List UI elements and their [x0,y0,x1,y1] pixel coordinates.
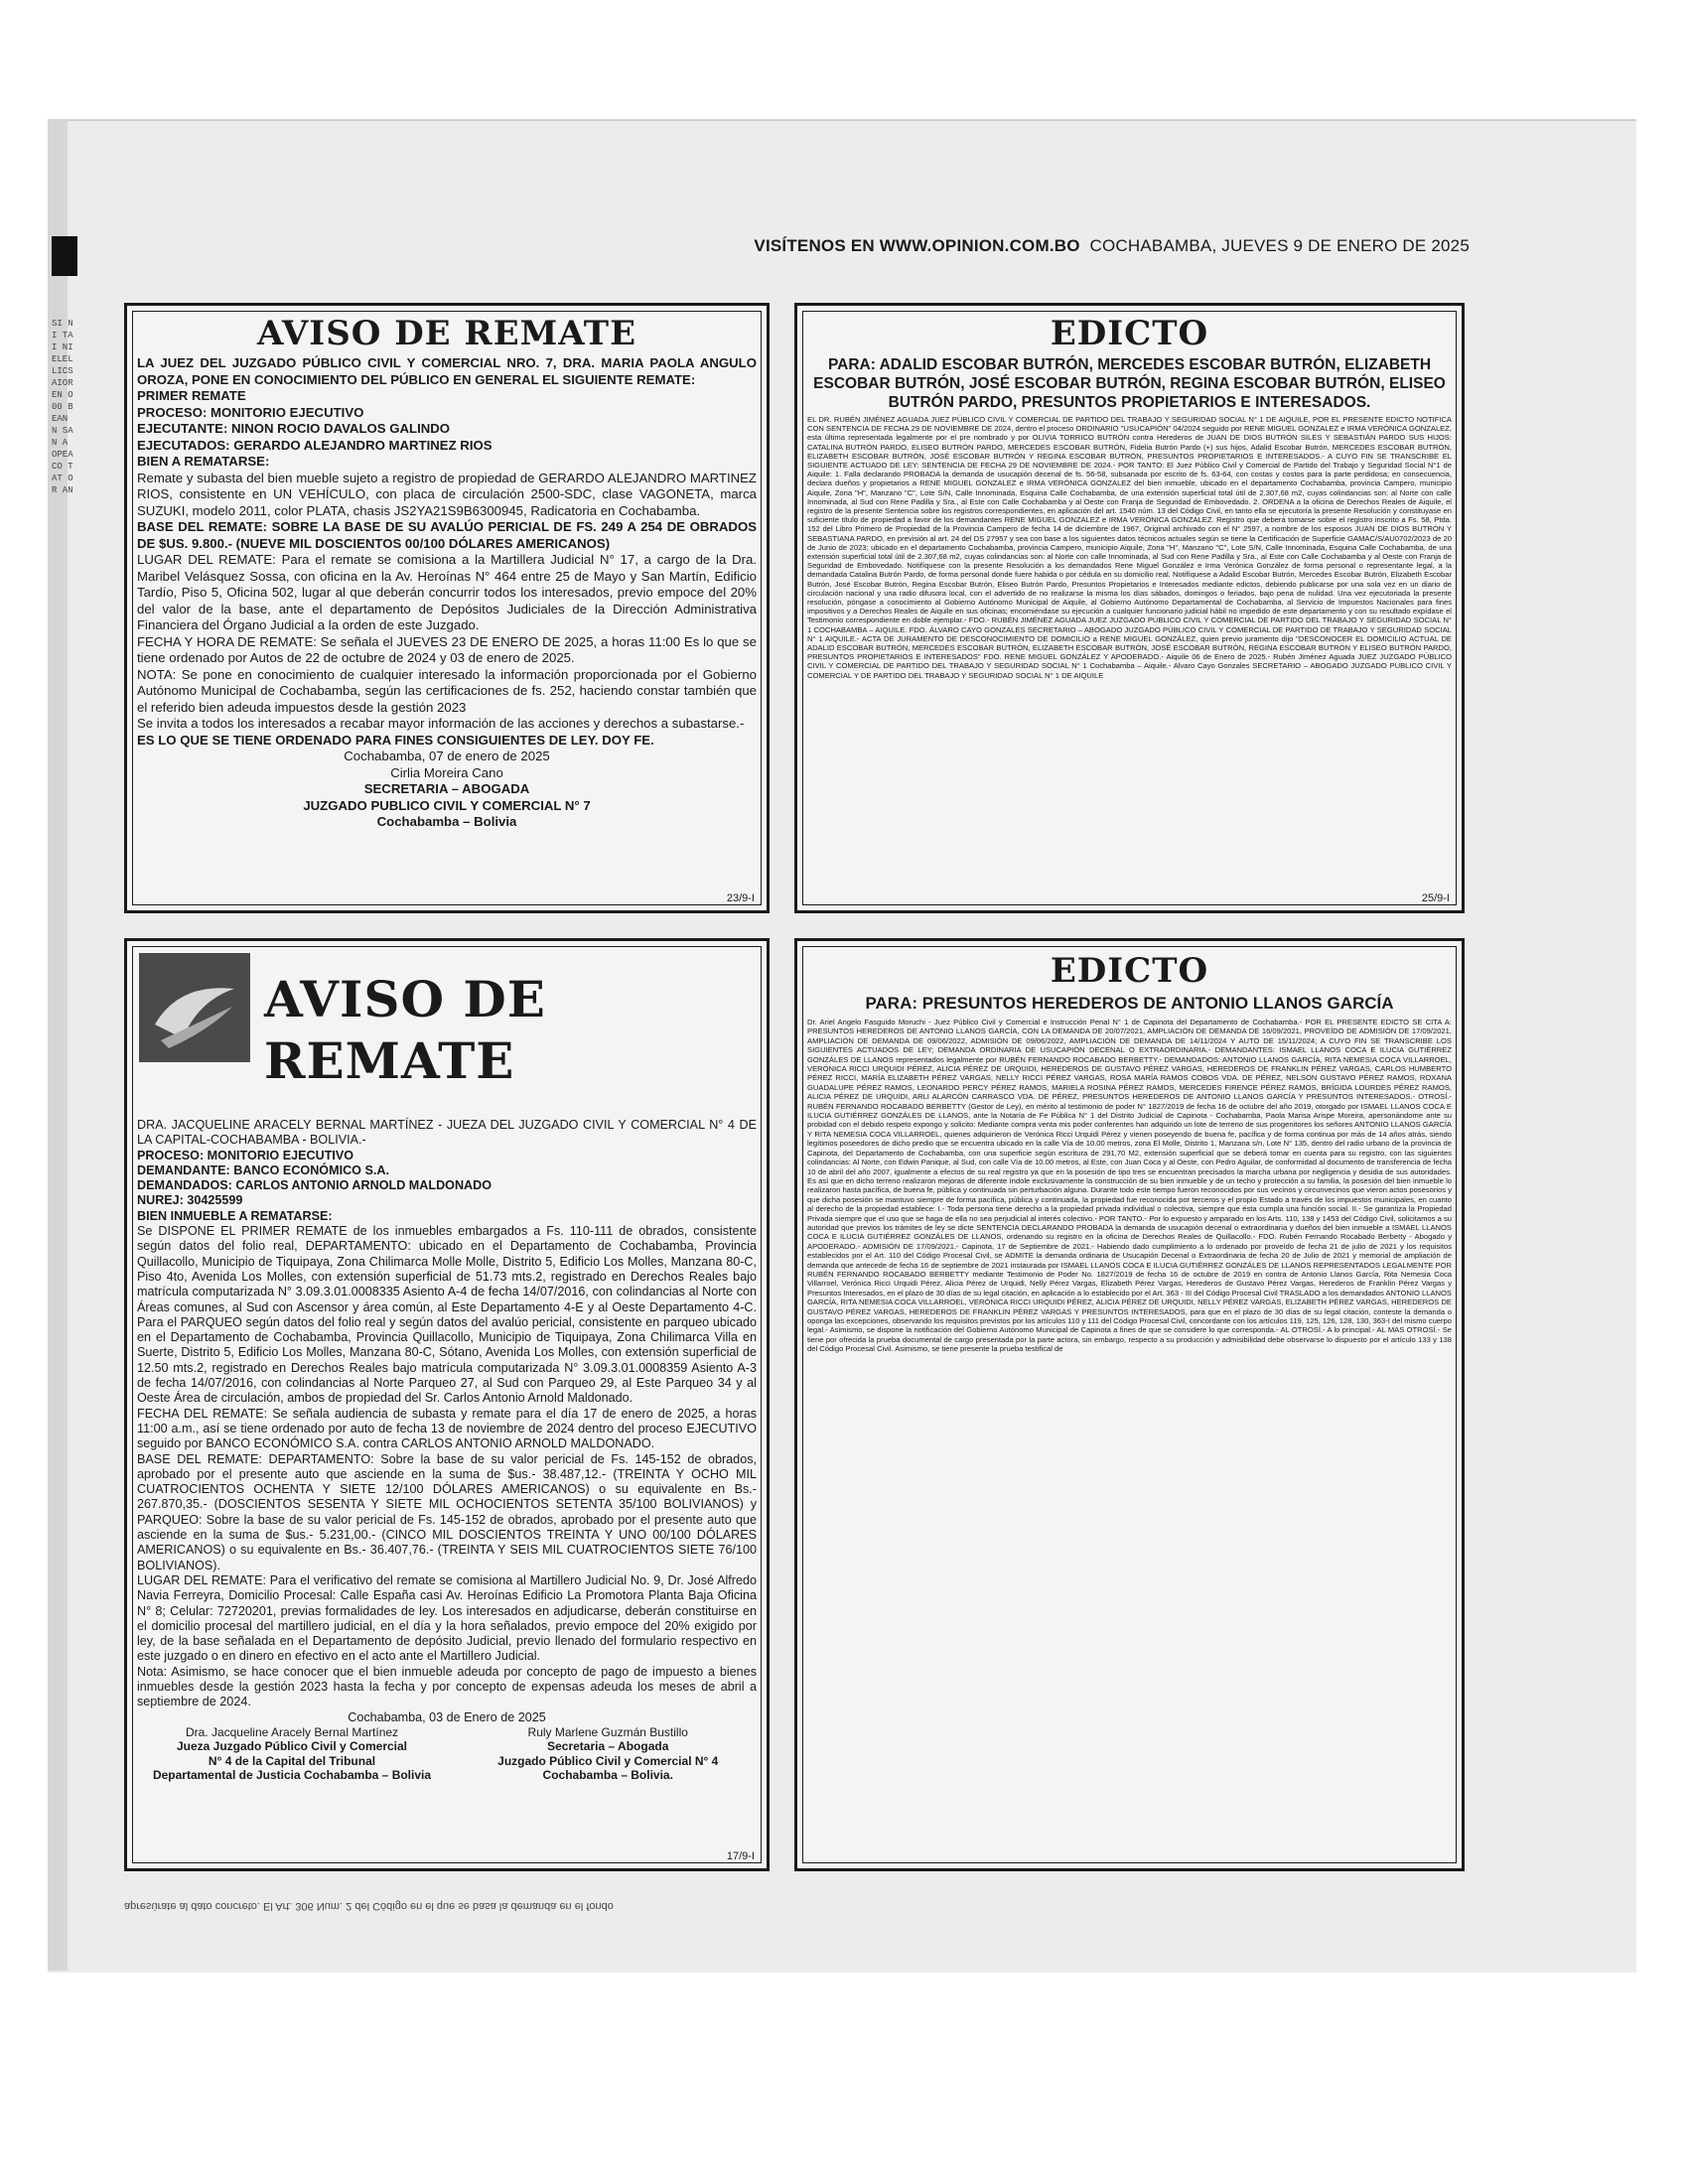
demandante: DEMANDANTE: BANCO ECONÓMICO S.A. [137,1162,389,1177]
notice-aviso-remate-2 [124,938,770,1871]
fecha-remate: FECHA Y HORA DE REMATE: Se señala el JUEVES 23 DE ENERO DE 2025, a horas 11:00 Es lo que se tiene ordenado por Autos de 22 de octubre de 2024 y 03 de enero de 2025. [137,633,757,665]
bien-heading: BIEN INMUEBLE A REMATARSE: [137,1208,333,1223]
notice-aviso-remate-1 [124,303,770,913]
notice-text [137,355,757,831]
bien-description: Remate y subasta del bien mueble sujeto a registro de propiedad de GERARDO ALEJANDRO MARTINEZ RIOS, consistente en UN VEHÍCULO, con placa de circulación 2500-SDC, clase VAGONETA, marca SUZUKI, modelo 2011, color PLATA, chasis JS2YA21S9B6300945, Radicatoria en Cochabamba. [137,470,757,518]
notice-title: EDICTO [1050,314,1209,353]
notice-code: 25/9-I [1421,892,1450,904]
base-remate: BASE DEL REMATE: SOBRE LA BASE DE SU AVALÚO PERICIAL DE FS. 249 A 254 DE OBRADOS DE $US. 9.800.- (NUEVE MIL DOSCIENTOS 00/100 DÓLARES AMERICANOS) [137,519,757,551]
lugar-remate: LUGAR DEL REMATE: Para el remate se comisiona a la Martillera Judicial N° 17, a cargo de la Dra. Maribel Velásquez Sossa, con oficina en la Av. Heroínas N° 464 entre 25 de Mayo y San Martín, Edificio Tardío, Piso 5, Oficina 502, lugar al que deberán concurrir todos los interesados, previo empoce del 20% del valor de la base, ante el departamento de Depósitos Judiciales de la Dirección Administrativa Financiera del Órgano Judicial a la orden de este Juzgado. [137,552,757,632]
page-corner-mark [52,236,77,276]
invitation: Se invita a todos los interesados a recabar mayor información de las acciones y derechos a subastarse.- [137,716,745,731]
notice-title: EDICTO [1050,951,1209,991]
judge-name: Dra. Jacqueline Aracely Bernal Martínez [185,1724,399,1739]
signature-secretary [459,1725,757,1783]
mirrored-text-strip: apresúrate al dato concreto. El Art. 306 Num. 2 del Código en el que se basa la demanda en el fondo [124,1900,614,1912]
signature-date: Cochabamba, 07 de enero de 2025 [344,749,550,763]
judge-district: Departamental de Justicia Cochabamba – Bolivia [152,1768,432,1783]
demandados: DEMANDADOS: CARLOS ANTONIO ARNOLD MALDONADO [137,1178,492,1193]
edicto-body: Dr. Ariel Angelo Fasguido Moruchi - Juez Público Civil y Comercial e Instrucción Penal N° 1 de Capinota del Departamento de Cochabamba.- POR EL PRESENTE EDICTO SE CITA A: PRESUNTOS HEREDEROS DE ANTONIO LLANOS GARCÍA, CON LA DEMANDA DE 20/07/2021, AMPLIACIÓN DE DEMANDA DE 16/09/2021, PROVEÍDO DE ADMISIÓN DE 17/09/2021, AMPLIACIÓN DE DEMANDA DE 09/06/2022, ADMISIÓN DE 09/06/2022, AMPLIACIÓN DE DEMANDA DE 14/11/2024 Y AUTO DE 15/11/2024; A CUYO FIN SE TRANSCRIBE LOS SIGUIENTES ACTUADOS DE LEY; DEMANDA ORDINARIA DE USUCAPIÓN DECENAL O EXTRAORDINARIA.- DEMANDANTES: ISMAEL LLANOS COCA E ILUCIA GUTIÉRREZ GONZÁLES DE LLANOS representados legalmente por RUBÉN FERNANDO ROCABADO BERBETTY.- DEMANDADOS: ANTONIO LLANOS GARCÍA, RITA NEMESIA COCA VILLARROEL, VERÓNICA RICCI URQUIDI PÉREZ, ALICIA PÉREZ DE URQUIDI, HEREDEROS DE GUSTAVO PÉREZ VARGAS, HEREDEROS DE FRANKLIN PÉREZ VARGAS, CARLOS HUMBERTO PÉREZ RICCI, MARÍA ELIZABETH PÉREZ VARGAS, NELLY RICCI PÉREZ VARGAS, ROSA MARÍA RAMOS COBOS VDA. DE PÉREZ, NELSON GUSTAVO PÉREZ RAMOS, ROXANA GUADALUPE PÉREZ RAMOS, LEONARDO PERCY PÉREZ RAMOS, MARIELA ROSINA PÉREZ RAMOS, MERCEDES FIRENCE PÉREZ RAMOS, BRÍGIDA LOURDES PÉREZ RAMOS, ALICIA PÉREZ DE URQUIDI, ARLI ALARCÓN CARRASCO VDA. DE PÉREZ, PRESUNTOS HEREDEROS DE ANTONIO LLANOS GARCÍA Y PRESUNTOS INTERESADOS.- OTROSÍ.- RUBÉN FERNANDO ROCABADO BERBETTY (Gestor de Ley), en mérito al testimonio de poder N° 1827/2019 de fecha 16 de octubre del año 2019, otorgado por ISMAEL LLANOS COCA E ILUCIA GUTIÉRREZ GONZÁLES DE LLANOS, ante la Notaría de Fe Pública N° 1 del Distrito Judicial de Capinota - Cochabamba, Paola Marisa Arispe Moreira, apersonándome ante su probidad con el debido respeto expongo y solicito: Mediante compra venta mis poder conferentes han adquirido un lote de terreno de sus progenitores los señores ANTONIO LLANOS GARCÍA Y RITA NEMESIA COCA VILLARROEL, quienes adquirieron de Verónica Ricci Urquidi Pérez y vienen poseyendo de buena fe, pacífica y de forma continua por más de 14 años atrás, siendo legítimos poseedores de dicho predio que se encuentra ubicado en la calle Vía de 10.00 metros, zona El Molle, Distrito 1, Manzana s/n, Lote N° 135, dentro del radio urbano de la provincia de Capinota, del Departamento de Cochabamba, con una superficie según escritura de 291,70 M2, extensión superficial que se deberá tomar en cuenta para su registro, con las siguientes colindancias: Al Norte, con Edwin Panique, al Sud, con calle Vía de 10.00 metros, al Este, con Juan Coca y al Oeste, con Pedro Aguilar, de conformidad al documento de transferencia de fecha 10 de abril del año 2007, igualmente a efectos de su real registro ya que en la posesión de tipo tres se encuentran precisados la marcha urbana por negligencia y desidia de sus autoridades. Es así que en dicho terreno realizaron mejoras de diferente índole exclusivamente la construcción de su bien inmueble y de un techo y protección a su familia, la posesión del bien inmueble lo realizaron hasta pacífica, de buena fe, pública y continuada sin perturbación alguna. Durante todo este tiempo fueron reconocidos por sus vecinos y circunvecinos que vieron actos posesorios y que dicha posesión se mantuvo siempre de forma pacífica, pública y continuada, la propiedad fue reconocida por terceros y el propio Estado a través de los impuestos municipales, en cuanto al derecho de la propiedad establece: I.- Toda persona tiene derecho a la propiedad privada individual o colectiva, siempre que ésta cumpla una función social. II.- Se garantiza la Propiedad Privada siempre que el uso que se haga de ella no sea perjudicial al interés colectivo.- POR TANTO.- Por lo expuesto y amparado en los Arts. 110, 138 y 1453 del Código Civil, solicitamos a su autoridad que previos los trámites de ley se dicte SENTENCIA DECLARANDO PROBADA la demanda de usucapión decenal o extraordinaria y dueños del bien inmueble a ISMAEL LLANOS COCA E ILUCIA GUTIÉRREZ GONZÁLES DE LLANOS, ordenando su registro en la oficina de Derechos Reales de Quillacollo.- FDO. Rubén Fernando Rocabado Berbetty - Abogado y APODERADO.- ADMISIÓN DE 17/09/2021.- Capinota, 17 de Septiembre de 2021.- Habiendo dado cumplimiento a lo ordenado por proveído de fecha 21 de julio de 2021 y los requisitos establecidos por el Art. 110 del Código Procesal Civil, se ADMITE la demanda ordinaria de Usucapión Decenal o Extraordinaria de fecha 20 de Julio de 2021 y memorial de ampliación de demanda que antecede de fecha 16 de septiembre de 2021 instaurada por ISMAEL LLANOS COCA E ILUCIA GUTIÉRREZ GONZÁLES DE LLANOS REPRESENTADOS LEGALMENTE POR RUBÉN FERNANDO ROCABADO BERBETTY mediante Testimonio de Poder No. 1827/2019 de fecha 16 de octubre de 2019 en contra de Antonio Llanos García, Rita Nemesia Coca Villarroel, Verónica Ricci Urquidi Pérez, Alicia Pérez de Urquidi, Nelly Pérez Vargas, Elizabeth Pérez Vargas, Herederos de Gustavo Pérez Vargas, Herederos de Franklin Pérez Vargas y Presuntos Interesados, en el plazo de 30 días de su legal citación, en aplicación a lo establecido por el Art. 363 - III del Código Procesal Civil TRASLADO a los demandados ANTONIO LLANOS GARCÍA, RITA NEMESIA COCA VILLARROEL, VERÓNICA RICCI URQUIDI PÉREZ, ALICIA PÉREZ DE URQUIDI, NELLY PÉREZ VARGAS, ELIZABETH PÉREZ VARGAS, HEREDEROS DE GUSTAVO PÉREZ VARGAS, HEREDEROS DE FRANKLIN PÉREZ VARGAS Y PRESUNTOS INTERESADOS, para que en el plazo de 30 días de su legal citación, conteste la demanda o oponga las excepciones, observando los requisitos previstos por los artículos 110 y 111 del Código Procesal Civil, concordante con los artículos 119, 125, 126, 128, 130, 363-I del mismo cuerpo legal.- Asimismo, se dispone la notificación del Gobierno Autónomo Municipal de Capinota a fines de que se considere lo que corresponda.- AL OTROSÍ.- A lo principal.- AL MAS OTROSÍ.- Se tiene por ofrecida la prueba documental de cargo presentada por la parte actora, sin embargo, respecto a su producción y admisibilidad debe observarse lo dispuesto por el artículo 133 y 138 del Código Procesal Civil. Asimismo, se tiene presente la prueba testifical de [807,1018,1452,1354]
bien-description: Se DISPONE EL PRIMER REMATE de los inmuebles embargados a Fs. 110-111 de obrados, consistente según datos del folio real, DEPARTAMENTO: ubicado en el Departamento de Cochabamba, Provincia Quillacollo, Municipio de Tiquipaya, Zona Chilimarca Molle Molle, Distrito 5, Edificio Los Molles, Manzana 80-C, Piso 4to, Avenida Los Molles, con extensión superficial de 51.73 mts.2, registrado en Derechos Reales bajo matrícula computarizada N° 3.09.3.01.0008335 Asiento A-4 de fecha 14/07/2016, con colindancias al Norte con Áreas comunes, al Sud con Ascensor y área común, al Este Departamento 4-E y al Oeste Departamento 4-C. Para el PARQUEO según datos del folio real y según datos del avalúo pericial, consistente en parqueo ubicado en el Departamento de Cochabamba, Provincia Quillacollo, Municipio de Tiquipaya, Zona Chilimarca Villa en Suerte, Distrito 5, Edificio Los Molles, Manzana 80-C, Sótano, Avenida Los Molles, con extensión superficial de 12.50 mts.2, registrado en Derechos Reales bajo matrícula computarizada N° 3.09.3.01.0008359 Asiento A-3 de fecha 14/07/2016, con colindancias al Norte Parqueo 27, al Sud con Parqueo 29, al Este Parqueo 34 y al Oeste Área de circulación, ambos de propiedad del Sr. Carlos Antonio Arnold Maldonado. [137,1224,757,1406]
ejecutante: EJECUTANTE: NINON ROCIO DAVALOS GALINDO [137,421,451,436]
header-site: VISÍTENOS EN WWW.OPINION.COM.BO [754,236,1080,255]
fecha-remate: FECHA DEL REMATE: Se señala audiencia de subasta y remate para el día 17 de enero de 2025, a horas 11:00 a.m., así se tiene ordenado por auto de fecha 13 de noviembre de 2024 dentro del proceso EJECUTIVO seguido por BANCO ECONÓMICO S.A. contra CARLOS ANTONIO ARNOLD MALDONADO. [137,1406,757,1451]
closing: ES LO QUE SE TIENE ORDENADO PARA FINES CONSIGUIENTES DE LEY. DOY FE. [137,732,654,748]
notice-intro: DRA. JACQUELINE ARACELY BERNAL MARTÍNEZ - JUEZA DEL JUZGADO CIVIL Y COMERCIAL N° 4 DE LA CAPITAL-COCHABAMBA - BOLIVIA.- [137,1118,757,1148]
notice-title: AVISO DE REMATE [257,314,636,353]
edicto-recipients: PARA: PRESUNTOS HEREDEROS DE ANTONIO LLANOS GARCÍA [865,994,1394,1013]
header-date: COCHABAMBA, JUEVES 9 DE ENERO DE 2025 [1089,236,1470,255]
bank-logo-icon [139,953,250,1062]
nurej: NUREJ: 30425599 [137,1193,243,1208]
secretary-city: Cochabamba – Bolivia. [542,1768,673,1783]
signature-judge [137,1725,447,1783]
notice-intro: LA JUEZ DEL JUZGADO PÚBLICO CIVIL Y COMERCIAL NRO. 7, DRA. MARIA PAOLA ANGULO OROZA, PONE EN CONOCIMIENTO DEL PÚBLICO EN GENERAL EL SIGUIENTE REMATE: [137,355,757,387]
edicto-recipients: PARA: ADALID ESCOBAR BUTRÓN, MERCEDES ESCOBAR BUTRÓN, ELIZABETH ESCOBAR BUTRÓN, JOSÉ ESCOBAR BUTRÓN, REGINA ESCOBAR BUTRÓN, ELISEO BUTRÓN PARDO, PRESUNTOS PROPIETARIOS E INTERESADOS. [813,356,1446,411]
bien-heading: BIEN A REMATARSE: [137,454,270,469]
secretary-role: Secretaria – Abogada [547,1739,669,1754]
notice-code: 23/9-I [726,892,755,904]
remate-type: PRIMER REMATE [137,388,246,403]
lugar-remate: LUGAR DEL REMATE: Para el verificativo del remate se comisiona al Martillero Judicial No. 9, Dr. José Alfredo Navia Ferreyra, Domicilio Procesal: Calle España casi Av. Heroínas Edificio La Promotora Planta Baja Oficina N° 8; Celular: 72720201, previas formalidades de ley. Los interesados en adjudicarse, deberán constituirse en el domicilio procesal del martillero judicial, en el día y la hora señalados, previo empoce del 20% exigido por ley, de la base señalada en el Departamento de depósito Judicial, previo llenado del formulario respectivo en este juzgado o en dinero en efectivo en el acto ante el Martillero Judicial. [137,1572,757,1664]
logo-graphic [139,953,250,1062]
signature-city: Cochabamba – Bolivia [376,814,517,829]
signature-date: Cochabamba, 03 de Enero de 2025 [348,1709,546,1724]
notice-title: AVISO DE REMATE [264,970,546,1090]
signature-name: Cirlia Moreira Cano [390,764,503,780]
base-remate: BASE DEL REMATE: DEPARTAMENTO: Sobre la base de su valor pericial de Fs. 145-152 de obrados, aprobado por el presente auto que asciende en la suma de $us.- 38.487,12.- (TREINTA Y OCHO MIL CUATROCIENTOS OCHENTA Y SIETE 12/100 DÓLARES AMERICANOS) o su equivalente en Bs.- 267.870,35.- (DOSCIENTOS SESENTA Y SIETE MIL OCHOCIENTOS SETENTA 35/100 BOLIVIANOS) y PARQUEO: Sobre la base de su valor pericial de Fs. 145-152 de obrados, aprobado por el presente auto que asciende en la suma de $us.- 5.231,00.- (CINCO MIL DOSCIENTOS TREINTA Y UNO 00/100 DÓLARES AMERICANOS) o su equivalente en Bs.- 36.407,76.- (TREINTA Y SEIS MIL CUATROCIENTOS SIETE 76/100 BOLIVIANOS). [137,1451,757,1572]
notice-code: 17/9-I [726,1850,755,1862]
signature-block [137,1725,757,1783]
page-header [695,236,1470,262]
signature-court: JUZGADO PUBLICO CIVIL Y COMERCIAL N° 7 [303,797,591,813]
proceso: PROCESO: MONITORIO EJECUTIVO [137,404,364,420]
judge-court: N° 4 de la Capital del Tribunal [208,1753,376,1768]
notice-edicto-2 [794,938,1465,1871]
notice-edicto-1 [794,303,1465,913]
secretary-court: Juzgado Público Civil y Comercial N° 4 [497,1753,719,1768]
edicto-body: EL DR. RUBÉN JIMÉNEZ AGUADA JUEZ PÚBLICO CIVIL Y COMERCIAL DE PARTIDO DEL TRABAJO Y SEGURIDAD SOCIAL N° 1 DE AIQUILE, POR EL PRESENTE EDICTO NOTIFICA CON SENTENCIA DE FECHA 29 DE NOVIEMBRE DE 2024, dentro el proceso ORDINARIO "USUCAPIÓN" 04/2024 seguido por RENE MIGUEL GONZALEZ e IRMA VERÓNICA GONZALEZ, esta última representada legalmente por el pre nombrado y por OLIVIA TORRICO BUTRÓN contra Herederos de JUAN DE DIOS BUTRÓN SILES Y SEBASTIÁN PARDO SUS HIJOS: CATALINA BUTRÓN PARDO, ELISEO BUTRÓN PARDO, MERCEDES ESCOBAR BUTRÓN, Fidelia Butrón Pardo (+) sus hijos, Adalid Escobar Butrón, MERCEDES ESCOBAR BUTRÓN, ELIZABETH ESCOBAR BUTRÓN, JOSÉ ESCOBAR BUTRÓN Y REGINA ESCOBAR BUTRÓN, PRESUNTOS PROPIETARIOS E INTERESADOS.- A CUYO FIN SE TRANSCRIBE EL SIGUIENTE ACTUADO DE LEY: SENTENCIA DE FECHA 29 DE NOVIEMBRE DE 2024.- POR TANTO: El Juez Público Civil y Comercial de Partido del Trabajo y Seguridad Social N°1 de Aiquile: 1. Falla declarando PROBADA la demanda de usucapión decenal de fs. 56-58, subsanada por escrito de fs. 63-64, con costas y costos para la parte perdidosa; en consecuencia, declara dueños y propietarios a RENE MIGUEL GONZALEZ e IRMA VERÓNICA GONZALEZ del bien inmueble, ubicado en el departamento Cochabamba, provincia Campero, municipio Aiquile, Zona "H", Manzano "C", Lote S/N, Calle Innominada, Esquina Calle Cochabamba, de una extensión superficial total útil de 2.307,68 m2, cuyas colindancias son: al Norte con calle Innominada, al Sud con Rene Padilla y Sra., al Este con Calle Cochabamba y al Oeste con Franja de Seguridad de Embovedado. 2. ORDENA a la oficina de Derechos Reales de Aiquile, el registro de la presente Sentencia sobre los registros correspondientes, en aplicación del art. 1540 núm. 13 del Código Civil, en tanto ella se ejecutoría la presente Resolución y constituyase en suficiente título de propiedad a favor de los demandantes RENE MIGUEL GONZALEZ e IRMA VERÓNICA GONZALEZ. Registro que deberá tomarse sobre el registro inscrito a Fs. 58, Ptda. 152 del Libro Primero de Propiedad de la Provincia Campero de fecha 14 de diciembre de 1967, Original archivado con el N° 2597, a nombre de los esposos JUAN DE DIOS BUTRÓN Y SEBASTIANA PARDO, en previsión al art. 24 del DS 27957 y sea con base a los siguientes datos técnicos actuales según se tiene la Certificación de Superficie GAMAC/S/AU0702/2023 de 20 de Junio de 2023; ubicado en el departamento Cochabamba, provincia Campero, municipio Aiquile, Zona "H", Manzano "C", Lote S/N, Calle Innominada, Esquina Calle Cochabamba, de una extensión superficial total útil de 2.307,68 m2, cuyas colindancias son: al Norte con calle Innominada, al Sud con Rene Padilla y Sra., al Este con Calle Cochabamba y al Oeste con Franja de Seguridad de Embovedado. Notifíquese con la presente Resolución a los demandados Rene Miguel González e Irma Verónica González de forma personal o representante legal, a la demandada Catalina Butrón Pardo, de forma personal donde fuere habida o por cédula en su domicilio real. Notifíquese a Adalid Escobar Butrón, Mercedes Escobar Butrón, Elizabeth Escobar Butrón, José Escobar Butrón, Regina Escobar Butrón, Eliseo Butrón Pardo, Presuntos Propietarios e Interesados mediante edictos, debiendo publicarse por una sola vez en un diario de circulación nacional y una radio difusora local, con el advertido de no realizarse la misma los días sábados, domingos o feriados, bajo pena de nulidad. Una vez ejecutoriada la presente resolución, póngase a conocimiento al Gobierno Autónomo Municipal de Aiquile, al Gobierno Autónomo Departamental de Cochabamba, al Servicio de Impuestos Nacionales para fines impositivos y a Derechos Reales de Aiquile en sus oficinas; encomiéndase su ejecución a cualquier funcionario judicial hábil no impedido de este departamento y con su resultado expídase el Testimonio correspondiente en doble ejemplar.- FDO.- RUBÉN JIMÉNEZ AGUADA JUEZ JUZGADO PÚBLICO CIVIL Y COMERCIAL DE PARTIDO DEL TRABAJO Y SEGURIDAD SOCIAL N° 1 COCHABAMBA – AIQUILE. FDO. ÁLVARO CAYO GONZALES SECRETARIO – ABOGADO JUZGADO PÚBLICO CIVIL Y COMERCIAL DE PARTIDO DE TRABAJO Y SEGURIDAD SOCIAL N° 1 AIQUILE.- ACTA DE JURAMENTO DE DESCONOCIMIENTO DE DOMICILIO a RENE MIGUEL GONZÁLEZ, quien previo juramento dijo "DESCONOCER EL DOMICILIO ACTUAL DE ADALID ESCOBAR BUTRÓN, MERCEDES ESCOBAR BUTRÓN, ELIZABETH ESCOBAR BUTRÓN, JOSÉ ESCOBAR BUTRÓN, REGINA ESCOBAR BUTRÓN Y ELISEO BUTRÓN PARDO, PRESUNTOS PROPIETARIOS E INTERESADOS" FDO. RENE MIGUEL GONZÁLEZ Y APODERADO.- Aiquile 06 de Enero de 2025.- Rubén Jiménez Aguada JUEZ JUZGADO PÚBLICO CIVIL Y COMERCIAL DE PARTIDO DEL TRABAJO Y SEGURIDAD SOCIAL N° 1 Cochabamba – Aiquile.- Alvaro Cayo Gonzales SECRETARIO – ABOGADO JUZGADO PUBLICO CIVIL Y COMERCIAL Y DE PARTIDO DEL TRABAJO Y SEGURIDAD SOCIAL N° 1 DE AIQUILE [807,415,1452,680]
secretary-name: Ruly Marlene Guzmán Bustillo [527,1724,688,1739]
judge-role: Jueza Juzgado Público Civil y Comercial [176,1739,408,1754]
notice-text [137,1118,757,1783]
nota: NOTA: Se pone en conocimiento de cualquier interesado la información proporcionada por el Gobierno Autónomo Municipal de Cochabamba, según las certificaciones de fs. 252, haciendo constar también que el referido bien adeuda impuestos desde la gestión 2023 [137,666,757,715]
ejecutados: EJECUTADOS: GERARDO ALEJANDRO MARTINEZ RIOS [137,437,492,453]
nota: Nota: Asimismo, se hace conocer que el bien inmueble adeuda por concepto de pago de impuesto a bienes inmuebles desde la gestión 2023 hasta la fecha y por concepto de expensas adeuda los meses de abril a septiembre de 2024. [137,1664,757,1709]
side-column-fragment: SI NI TAI NI ELELLICSAIOR EN O 00 BEAN N SAN A OPEA CO TAT OR AN [52,319,73,495]
proceso: PROCESO: MONITORIO EJECUTIVO [137,1148,354,1162]
signature-role: SECRETARIA – ABOGADA [363,781,530,796]
